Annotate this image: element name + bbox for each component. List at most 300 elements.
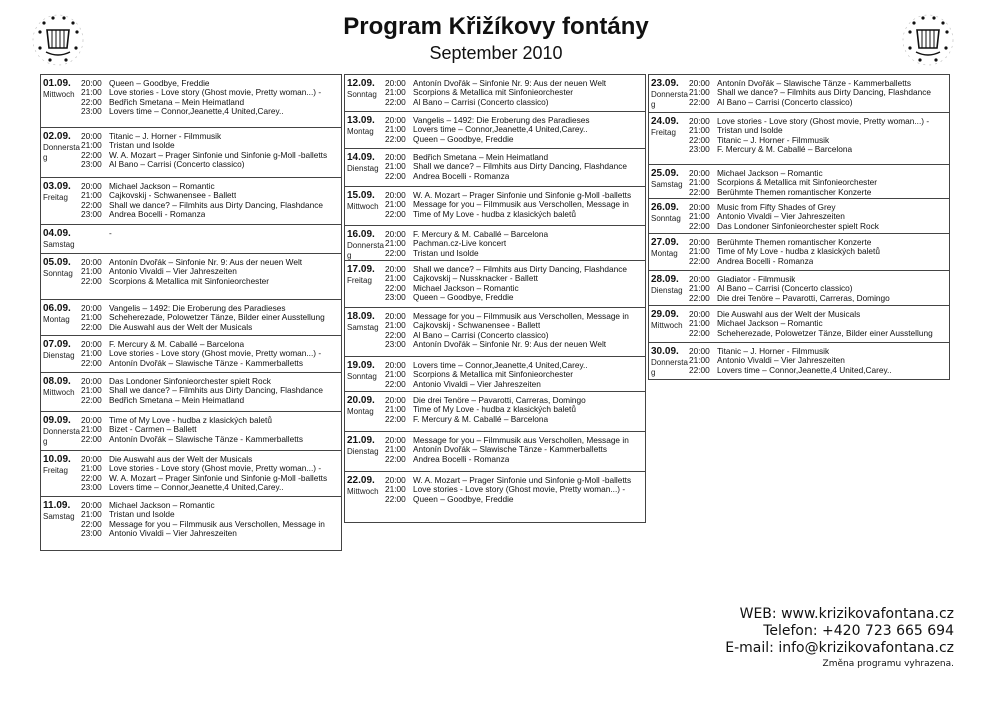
event-time: 21:00 (81, 463, 102, 474)
day-header (43, 500, 81, 522)
event-row (385, 396, 645, 405)
event-program: Antonín Dvořák – Sinfonie Nr. 9: Aus der neuen Welt (109, 258, 303, 267)
event-program: Lovers time – Connor,Jeanette,4 United,Carey.. (413, 361, 588, 370)
event-program: Music from Fifty Shades of Grey (717, 203, 836, 212)
event-program: Die Auswahl aus der Welt der Musicals (109, 455, 253, 464)
event-time: 22:00 (689, 364, 710, 375)
day-name: Dienstag (43, 351, 75, 360)
event-program: Berühmte Themen romantischer Konzerte (717, 238, 872, 247)
event-program: Lovers time – Connor,Jeanette,4 United,Carey.. (717, 365, 892, 375)
event-program: Time of My Love - hudba z klasických baletů (413, 405, 576, 415)
event-time: 20:00 (385, 435, 406, 445)
day-date: 24.09. (651, 116, 679, 127)
event-program: Das Londoner Sinfonieorchester spielt Rock (717, 221, 879, 231)
event-time: 22:00 (81, 394, 102, 405)
day-date: 01.09. (43, 78, 71, 89)
event-program: Titanic – J. Horner - Filmmusik (717, 135, 830, 145)
event-list (385, 265, 645, 303)
event-program: F. Mercury & M. Caballé – Barcelona (413, 230, 549, 239)
event-program: Lovers time – Connor,Jeanette,4 United,Carey.. (109, 483, 284, 493)
day-date: 04.09. (43, 228, 71, 239)
day-date: 27.09. (651, 237, 679, 248)
event-time: 23:00 (689, 144, 710, 155)
event-time: 22:00 (689, 96, 710, 107)
event-row (81, 416, 341, 425)
event-list (385, 153, 645, 181)
event-program: Antonín Dvořák – Sinfonie Nr. 9: Aus der neuen Welt (413, 340, 607, 350)
event-row (81, 201, 341, 210)
day-header (347, 264, 385, 286)
event-time: 21:00 (689, 355, 710, 366)
day-block (649, 306, 949, 343)
event-time: 21:00 (81, 266, 102, 277)
day-block (41, 497, 341, 550)
event-time: 21:00 (385, 273, 406, 284)
day-date: 12.09. (347, 78, 375, 89)
event-row (385, 230, 645, 239)
event-program: Antonio Vivaldi – Vier Jahreszeiten (717, 212, 845, 222)
event-program: Das Londoner Sinfonieorchester spielt Rock (109, 377, 271, 386)
day-block (41, 225, 341, 254)
day-block (345, 308, 645, 357)
event-row (385, 436, 645, 445)
event-row (81, 501, 341, 510)
event-list (81, 501, 341, 539)
event-program: Message for you – Filmmusik aus Verschollen, Message in (413, 436, 629, 445)
day-block (345, 357, 645, 392)
event-time: 20:00 (385, 190, 406, 200)
event-row (81, 151, 341, 160)
day-block (649, 75, 949, 113)
page-header (0, 12, 992, 64)
event-program: Scorpions & Metallica mit Sinfonieorchester (413, 370, 574, 380)
day-name: Freitag (43, 466, 68, 475)
day-block (345, 392, 645, 432)
event-program: Titanic – J. Horner - Filmmusik (717, 347, 830, 356)
event-program: Antonio Vivaldi – Vier Jahreszeiten (109, 267, 237, 277)
page-subtitle: September 2010 (429, 43, 563, 63)
event-row (81, 107, 341, 116)
event-row (385, 249, 645, 258)
event-row (81, 313, 341, 322)
event-time: 23:00 (81, 482, 102, 493)
event-time: 23:00 (385, 292, 406, 303)
day-date: 26.09. (651, 202, 679, 213)
day-header (651, 274, 689, 296)
event-row (689, 284, 949, 293)
event-program: Gladiator - Filmmusik (717, 275, 796, 284)
day-date: 19.09. (347, 360, 375, 371)
day-block (41, 254, 341, 300)
day-header (347, 152, 385, 174)
event-program: Cajkovskij – Nussknacker - Ballett (413, 274, 538, 284)
event-row (81, 349, 341, 358)
event-time: 21:00 (385, 484, 406, 495)
event-time: 21:00 (689, 211, 710, 222)
fountain-logo-right (900, 12, 956, 68)
event-program: Tristan und Isolde (413, 248, 479, 258)
event-row (81, 323, 341, 332)
event-program: Al Bano – Carrisi (Concerto classico) (413, 330, 549, 340)
event-program: Tristan und Isolde (109, 510, 175, 520)
event-time: 20:00 (81, 303, 102, 313)
event-program: W. A. Mozart – Prager Sinfonie und Sinfonie g-Moll -balletts (413, 476, 632, 485)
event-row (81, 455, 341, 464)
day-header (43, 376, 81, 398)
event-program: Queen – Goodbye, Freddie (413, 134, 514, 144)
event-program: Tristan und Isolde (717, 126, 783, 136)
event-program: Scorpions & Metallica mit Sinfonieorchester (413, 88, 574, 98)
event-program: Lovers time – Connor,Jeanette,4 United,Carey.. (413, 125, 588, 135)
event-time: 20:00 (689, 237, 710, 247)
event-row (689, 188, 949, 197)
day-block (649, 165, 949, 199)
event-list (81, 258, 341, 286)
event-row (385, 239, 645, 248)
event-program: Love stories - Love story (Ghost movie, Pretty woman...) - (109, 88, 322, 98)
event-program: Michael Jackson – Romantic (109, 182, 215, 191)
event-row (689, 212, 949, 221)
day-date: 29.09. (651, 309, 679, 320)
event-program: Antonín Dvořák – Slawische Tänze - Kammerballetts (717, 79, 911, 88)
day-block (345, 432, 645, 472)
day-header (347, 311, 385, 333)
event-row (81, 483, 341, 492)
event-list (689, 117, 949, 155)
event-program: Queen – Goodbye, Freddie (413, 494, 514, 504)
day-header (651, 202, 689, 224)
day-name: Mittwoch (651, 321, 683, 330)
event-program: Bizet - Carmen – Ballett (109, 425, 197, 435)
event-row (689, 178, 949, 187)
event-list (81, 304, 341, 332)
event-program: Antonín Dvořák – Slawische Tänze - Kammerballetts (413, 445, 607, 455)
day-date: 15.09. (347, 190, 375, 201)
day-block (345, 261, 645, 308)
day-header (651, 78, 689, 110)
event-row (689, 145, 949, 154)
event-time: 22:00 (81, 433, 102, 444)
event-time: 22:00 (689, 186, 710, 197)
day-name: Freitag (347, 276, 372, 285)
event-row (689, 366, 949, 375)
event-row (385, 79, 645, 88)
event-program: Michael Jackson – Romantic (717, 169, 823, 178)
event-time: 22:00 (385, 413, 406, 424)
event-list (81, 79, 341, 117)
event-time: 21:00 (81, 190, 102, 201)
day-name: Dienstag (347, 164, 379, 173)
event-row (385, 172, 645, 181)
day-date: 07.09. (43, 339, 71, 350)
event-time: 21:00 (385, 369, 406, 380)
schedule-column-1 (40, 74, 342, 551)
event-time: 23:00 (81, 528, 102, 539)
event-time: 20:00 (385, 115, 406, 125)
day-date: 05.09. (43, 257, 71, 268)
day-header (347, 360, 385, 382)
contact-footer (725, 606, 954, 671)
event-list (385, 436, 645, 464)
event-program: W. A. Mozart – Prager Sinfonie und Sinfonie g-Moll -balletts (413, 191, 632, 200)
event-time: 20:00 (81, 500, 102, 510)
event-row (689, 79, 949, 88)
day-header (651, 237, 689, 259)
event-row (81, 377, 341, 386)
day-header (347, 78, 385, 100)
day-date: 09.09. (43, 415, 71, 426)
event-time: 20:00 (689, 202, 710, 212)
day-date: 21.09. (347, 435, 375, 446)
day-block (41, 300, 341, 336)
event-program: Antonín Dvořák – Sinfonie Nr. 9: Aus der neuen Welt (413, 79, 607, 88)
event-row (81, 425, 341, 434)
day-block (649, 199, 949, 234)
event-time: 22:00 (81, 357, 102, 368)
event-time: 22:00 (385, 282, 406, 293)
event-list (689, 310, 949, 338)
day-name: Samstag (43, 240, 75, 249)
day-name: Sonntag (347, 90, 377, 99)
event-time: 23:00 (385, 339, 406, 350)
event-time: 20:00 (81, 181, 102, 191)
event-time: 22:00 (689, 327, 710, 338)
event-time: 20:00 (81, 415, 102, 425)
event-row (385, 485, 645, 494)
day-block (345, 226, 645, 261)
event-row (385, 116, 645, 125)
event-row (81, 79, 341, 88)
event-row (385, 370, 645, 379)
event-time: 21:00 (689, 87, 710, 98)
event-program: W. A. Mozart – Prager Sinfonie und Sinfonie g-Moll -balletts (109, 473, 328, 483)
event-row (385, 191, 645, 200)
event-row (385, 135, 645, 144)
event-time: 22:00 (385, 170, 406, 181)
event-time: 21:00 (81, 424, 102, 435)
day-name: Montag (651, 249, 678, 258)
event-row (689, 257, 949, 266)
day-header (43, 257, 81, 279)
event-time: 22:00 (81, 321, 102, 332)
day-name: Montag (43, 315, 70, 324)
event-time: 20:00 (385, 264, 406, 274)
event-row (385, 340, 645, 349)
phone-text: Telefon: +420 723 665 694 (763, 623, 954, 639)
event-row (81, 474, 341, 483)
event-program: Scorpions & Metallica mit Sinfonieorchester (717, 178, 878, 188)
event-time: 20:00 (385, 78, 406, 88)
event-row (385, 293, 645, 302)
event-row (385, 265, 645, 274)
event-program: Love stories - Love story (Ghost movie, Pretty woman...) - (717, 117, 930, 126)
day-header (43, 181, 81, 203)
event-program: Michael Jackson – Romantic (717, 319, 823, 329)
event-row (81, 88, 341, 97)
event-time: 21:00 (385, 238, 406, 249)
day-name: Sonntag (651, 214, 681, 223)
event-list (689, 203, 949, 231)
event-row (81, 340, 341, 349)
day-name: Mittwoch (347, 487, 379, 496)
day-name: Sonntag (43, 269, 73, 278)
event-time: 22:00 (385, 378, 406, 389)
day-header (651, 168, 689, 190)
event-list (385, 396, 645, 424)
event-list (81, 416, 341, 444)
day-name: Montag (347, 127, 374, 136)
event-row (385, 210, 645, 219)
day-date: 16.09. (347, 229, 375, 240)
event-row (689, 310, 949, 319)
event-time: 20:00 (689, 78, 710, 88)
event-program: Time of My Love - hudba z klasických baletů (109, 416, 272, 425)
day-block (345, 472, 645, 522)
event-row (385, 455, 645, 464)
day-date: 06.09. (43, 303, 71, 314)
day-header (347, 475, 385, 497)
event-time: 20:00 (385, 360, 406, 370)
day-date: 17.09. (347, 264, 375, 275)
event-program: Al Bano – Carrisi (Concerto classico) (413, 97, 549, 107)
event-row (689, 126, 949, 135)
event-row (689, 319, 949, 328)
event-list (385, 79, 645, 107)
event-list (81, 377, 341, 405)
event-row (689, 222, 949, 231)
schedule-column-2 (344, 74, 646, 523)
schedule-column-3 (648, 74, 950, 380)
event-program: Vangelis – 1492: Die Eroberung des Paradieses (413, 116, 590, 125)
event-time: 20:00 (81, 376, 102, 386)
event-program: Andrea Bocelli - Romanza (109, 210, 206, 220)
event-row (81, 182, 341, 191)
event-time: 21:00 (689, 177, 710, 188)
day-date: 08.09. (43, 376, 71, 387)
day-block (345, 149, 645, 187)
event-time: 20:00 (385, 229, 406, 239)
day-block (345, 187, 645, 226)
event-list (81, 455, 341, 493)
event-row (81, 304, 341, 313)
event-program: Lovers time – Connor,Jeanette,4 United,Carey.. (109, 107, 284, 117)
event-row (385, 361, 645, 370)
event-time: 22:00 (81, 518, 102, 529)
event-program: Time of My Love - hudba z klasických baletů (717, 247, 880, 257)
day-name: Samstag (347, 323, 379, 332)
event-time: 21:00 (385, 87, 406, 98)
day-date: 13.09. (347, 115, 375, 126)
event-time: 21:00 (689, 125, 710, 136)
event-row (689, 117, 949, 126)
page-title: Program Křižíkovy fontány (343, 13, 649, 40)
day-date: 03.09. (43, 181, 71, 192)
event-row (385, 495, 645, 504)
event-time: 20:00 (689, 116, 710, 126)
day-date: 28.09. (651, 274, 679, 285)
event-row (689, 356, 949, 365)
event-row (385, 162, 645, 171)
event-time: 21:00 (81, 509, 102, 520)
event-row (385, 98, 645, 107)
event-list (385, 230, 645, 258)
day-header (43, 131, 81, 163)
day-header (43, 454, 81, 476)
event-time (81, 229, 109, 238)
event-row (81, 267, 341, 276)
event-program: Cajkovskij - Schwanensee - Ballett (109, 191, 237, 201)
event-row (689, 294, 949, 303)
day-block (649, 113, 949, 165)
event-time: 21:00 (81, 348, 102, 359)
event-row (81, 141, 341, 150)
day-name: Donnerstag (651, 358, 688, 377)
event-time: 22:00 (385, 329, 406, 340)
event-program: Message for you – Filmmusik aus Verschollen, Message in (109, 519, 325, 529)
day-header (43, 78, 81, 100)
event-program: Scorpions & Metallica mit Sinfonieorchester (109, 276, 270, 286)
email-text: E-mail: info@krizikovafontana.cz (725, 640, 954, 656)
event-list (81, 340, 341, 368)
event-time: 20:00 (81, 454, 102, 464)
day-header (43, 415, 81, 447)
event-program: Love stories - Love story (Ghost movie, Pretty woman...) - (413, 485, 626, 495)
event-program: Shall we dance? – Filmhits aus Dirty Dancing, Flashdance (109, 386, 323, 396)
event-row (385, 476, 645, 485)
event-program: Antonín Dvořák – Slawische Tänze - Kammerballetts (109, 434, 303, 444)
event-list (689, 275, 949, 303)
day-block (345, 75, 645, 112)
event-program: Die Auswahl aus der Welt der Musicals (109, 322, 253, 332)
event-row (81, 160, 341, 169)
day-header (347, 435, 385, 457)
day-name: Donnerstag (651, 90, 688, 109)
event-list (689, 347, 949, 375)
event-row (385, 321, 645, 330)
event-row (385, 153, 645, 162)
event-time: 22:00 (385, 247, 406, 258)
event-row (689, 275, 949, 284)
event-time: 21:00 (81, 312, 102, 323)
event-list (385, 476, 645, 504)
event-program: Shall we dance? – Filmhits aus Dirty Dancing, Flashdance (109, 200, 323, 210)
event-row (385, 405, 645, 414)
day-header (43, 228, 81, 250)
event-time: 21:00 (385, 320, 406, 331)
event-time: 20:00 (689, 309, 710, 319)
event-time: 21:00 (385, 161, 406, 172)
day-date: 14.09. (347, 152, 375, 163)
event-row (689, 88, 949, 97)
event-program: F. Mercury & M. Caballé – Barcelona (717, 145, 853, 155)
event-program: Al Bano – Carrisi (Concerto classico) (109, 160, 245, 170)
day-name: Samstag (651, 180, 683, 189)
event-row (689, 169, 949, 178)
day-name: Mittwoch (347, 202, 379, 211)
event-row (385, 312, 645, 321)
event-time: 20:00 (385, 475, 406, 485)
event-time: 22:00 (81, 96, 102, 107)
day-header (651, 346, 689, 378)
event-time: 22:00 (385, 133, 406, 144)
event-time: 22:00 (385, 96, 406, 107)
event-row (689, 203, 949, 212)
event-list (385, 116, 645, 144)
day-name: Donnerstag (347, 241, 384, 260)
day-name: Mittwoch (43, 90, 75, 99)
event-time: 21:00 (385, 444, 406, 455)
website-text: WEB: www.krizikovafontana.cz (739, 606, 954, 622)
